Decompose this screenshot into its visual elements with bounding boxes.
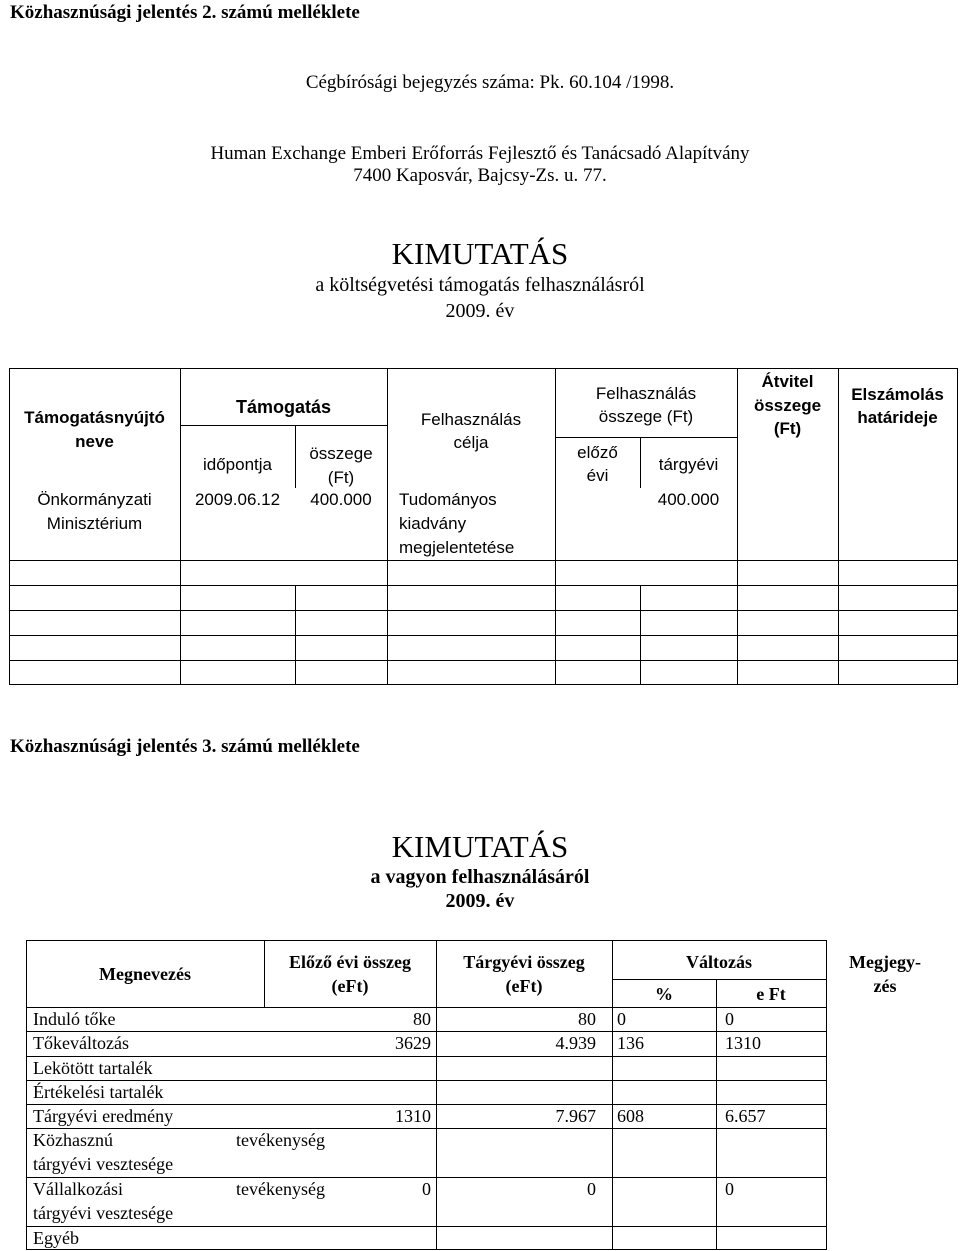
t2-row-curr: 80 — [578, 1009, 596, 1029]
t2-row-name-line2: tárgyévi vesztesége — [33, 1203, 174, 1223]
t2-row-curr: 0 — [587, 1179, 596, 1199]
header-current-year: tárgyévi — [658, 455, 719, 474]
t2-row-name: Induló tőke — [33, 1009, 116, 1029]
page-subtitle-2: a vagyon felhasználásáról — [370, 866, 590, 888]
registration-number: Cégbírósági bejegyzés száma: Pk. 60.104 /1998. — [305, 72, 675, 93]
t2-header-prev-line2: (eFt) — [331, 976, 369, 996]
t2-row-name-line2: tárgyévi vesztesége — [33, 1154, 174, 1174]
t2-row-curr: 7.967 — [555, 1106, 596, 1126]
t2-row-pct: 0 — [725, 1179, 734, 1199]
t2-row-prev: 80 — [413, 1009, 431, 1029]
header-transfer-line3: (Ft) — [773, 419, 802, 438]
header-amount-line1: összege — [309, 444, 373, 463]
header-prev-year-line1: előző — [577, 443, 618, 462]
t2-row-name-part2: tevékenység — [236, 1179, 325, 1199]
header-purpose-line1: Felhasználás — [420, 410, 522, 429]
organization-name: Human Exchange Emberi Erőforrás Fejlesztő és Tanácsadó Alapítvány — [210, 143, 750, 164]
header-usage-line2: összege (Ft) — [598, 407, 694, 426]
annex-title-3: Közhasznúsági jelentés 3. számú melléklete — [10, 736, 360, 757]
t2-row-name: Egyéb — [33, 1228, 79, 1248]
organization-address: 7400 Kaposvár, Bajcsy-Zs. u. 77. — [353, 165, 607, 186]
t2-row-pct: 136 — [617, 1033, 644, 1053]
row-purpose-line2: kiadvány — [399, 514, 467, 533]
t2-row-prev: 0 — [422, 1179, 431, 1199]
t2-header-note-line1: Megjegy- — [849, 952, 921, 972]
t2-row-name: Tárgyévi eredmény — [33, 1106, 174, 1126]
t2-row-name-part1: Vállalkozási — [33, 1179, 123, 1199]
page-title-1: KIMUTATÁS — [391, 236, 569, 271]
header-date: időpontja — [202, 455, 272, 474]
row-purpose-line1: Tudományos — [399, 490, 497, 509]
header-support: Támogatás — [235, 397, 332, 417]
annex-title-2: Közhasznúsági jelentés 2. számú melléklete — [10, 2, 360, 23]
t2-row-prev: 3629 — [395, 1033, 431, 1053]
header-transfer-line1: Átvitel — [761, 372, 814, 391]
t2-header-note-line2: zés — [873, 976, 897, 996]
t2-header-eft: e Ft — [756, 984, 786, 1004]
t2-header-prev-line1: Előző évi összeg — [289, 952, 411, 972]
t2-header-curr-line2: (eFt) — [505, 976, 543, 996]
t2-row-eft: 6.657 — [725, 1106, 766, 1126]
header-usage-line1: Felhasználás — [595, 384, 697, 403]
t2-row-name: Lekötött tartalék — [33, 1058, 153, 1078]
header-deadline-line2: határideje — [857, 408, 938, 427]
t2-row-eft: 1310 — [725, 1033, 761, 1053]
header-purpose-line2: célja — [453, 433, 489, 452]
header-provider-line1: Támogatásnyújtó — [24, 408, 165, 427]
page-year-2: 2009. év — [445, 890, 515, 912]
t2-row-prev: 1310 — [395, 1106, 431, 1126]
row-amount: 400.000 — [310, 490, 372, 509]
t2-row-pct: 0 — [617, 1009, 626, 1029]
row-purpose-line3: megjelentetése — [399, 538, 515, 557]
t2-row-name: Értékelési tartalék — [33, 1082, 164, 1102]
t2-header-change: Változás — [686, 952, 752, 972]
header-transfer-line2: összege — [753, 396, 822, 415]
header-prev-year-line2: évi — [586, 466, 609, 485]
t2-header-name: Megnevezés — [99, 964, 191, 984]
row-current: 400.000 — [657, 490, 720, 509]
t2-row-name: Tőkeváltozás — [33, 1033, 129, 1053]
row-provider-line1: Önkormányzati — [37, 490, 152, 509]
t2-row-name-part2: tevékenység — [236, 1130, 325, 1150]
t2-header-curr-line1: Tárgyévi összeg — [463, 952, 585, 972]
page-year-1: 2009. év — [445, 300, 515, 322]
page-subtitle-1: a költségvetési támogatás felhasználásról — [315, 274, 645, 296]
row-provider-line2: Minisztérium — [46, 514, 143, 533]
header-deadline-line1: Elszámolás — [851, 385, 944, 404]
page-title-2: KIMUTATÁS — [391, 829, 569, 864]
t2-row-eft: 0 — [725, 1009, 734, 1029]
t2-row-curr: 4.939 — [555, 1033, 596, 1053]
t2-row-pct: 608 — [617, 1106, 644, 1126]
header-amount-line2: (Ft) — [327, 468, 355, 487]
row-date: 2009.06.12 — [194, 490, 281, 509]
t2-row-name-part1: Közhasznú — [33, 1130, 113, 1150]
header-provider-line2: neve — [75, 432, 114, 451]
t2-header-percent: % — [655, 984, 673, 1004]
